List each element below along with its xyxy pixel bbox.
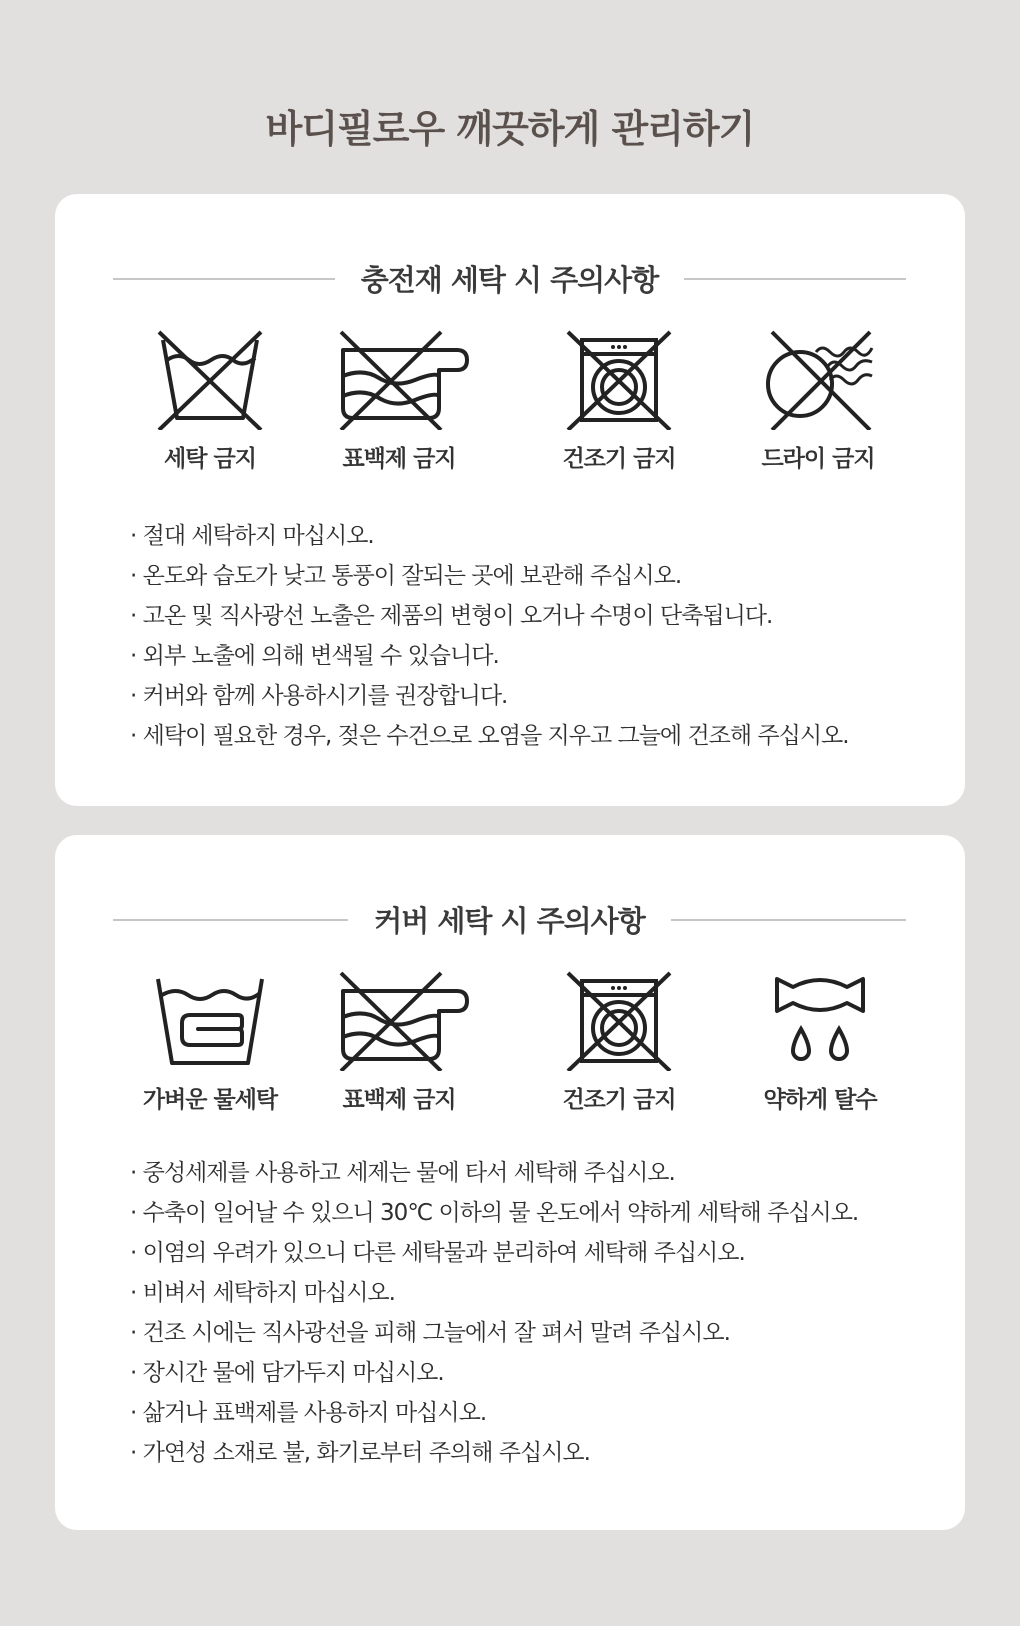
list-item: · 건조 시에는 직사광선을 피해 그늘에서 잘 펴서 말려 주십시오. [130, 1313, 858, 1353]
no-bleach-icon [329, 330, 469, 430]
no-bleach-icon [329, 971, 469, 1071]
filling-section-title: 충전재 세탁 시 주의사항 [360, 263, 659, 297]
filling-care-icons [55, 330, 965, 480]
cover-care-card [55, 835, 965, 1530]
care-symbol-label: 드라이 금지 [761, 446, 875, 472]
filling-care-card [55, 194, 965, 806]
list-item: · 외부 노출에 의해 변색될 수 있습니다. [130, 636, 849, 676]
divider-line [113, 278, 335, 280]
care-symbol [529, 971, 709, 1121]
list-item: · 가연성 소재로 불, 화기로부터 주의해 주십시오. [130, 1433, 858, 1473]
care-symbol-label: 가벼운 물세탁 [142, 1087, 278, 1113]
list-item: · 삶거나 표백제를 사용하지 마십시오. [130, 1393, 858, 1433]
care-symbol-label: 건조기 금지 [562, 446, 676, 472]
cover-care-notes [130, 1153, 858, 1473]
no-hand-wash-icon [155, 330, 265, 430]
filling-section-header [113, 258, 906, 299]
cover-section-header [113, 899, 906, 940]
list-item: · 세탁이 필요한 경우, 젖은 수건으로 오염을 지우고 그늘에 건조해 주십시오. [130, 716, 849, 756]
filling-care-notes [130, 516, 849, 756]
list-item: · 절대 세탁하지 마십시오. [130, 516, 849, 556]
list-item: · 중성세제를 사용하고 세제는 물에 타서 세탁해 주십시오. [130, 1153, 858, 1193]
care-symbol-label: 약하게 탈수 [763, 1087, 877, 1113]
gentle-wash-icon [150, 971, 270, 1071]
no-tumble-dry-icon [564, 330, 674, 430]
care-symbol [730, 971, 910, 1121]
care-symbol [309, 971, 489, 1121]
care-symbol-label: 표백제 금지 [342, 446, 456, 472]
list-item: · 온도와 습도가 낮고 통풍이 잘되는 곳에 보관해 주십시오. [130, 556, 849, 596]
list-item: · 이염의 우려가 있으니 다른 세탁물과 분리하여 세탁해 주십시오. [130, 1233, 858, 1273]
cover-section-title: 커버 세탁 시 주의사항 [374, 904, 645, 938]
page-title: 바디필로우 깨끗하게 관리하기 [265, 107, 755, 151]
no-tumble-dry-icon [564, 971, 674, 1071]
divider-line [671, 919, 906, 921]
care-symbol [120, 971, 300, 1121]
care-symbol [728, 330, 908, 480]
no-dry-clean-icon [758, 330, 878, 430]
care-symbol-label: 세탁 금지 [164, 446, 256, 472]
divider-line [113, 919, 348, 921]
list-item: · 수축이 일어날 수 있으니 30℃ 이하의 물 온도에서 약하게 세탁해 주십시오. [130, 1193, 858, 1233]
list-item: · 고온 및 직사광선 노출은 제품의 변형이 오거나 수명이 단축됩니다. [130, 596, 849, 636]
list-item: · 장시간 물에 담가두지 마십시오. [130, 1353, 858, 1393]
care-symbol-label: 표백제 금지 [342, 1087, 456, 1113]
care-symbol [529, 330, 709, 480]
list-item: · 비벼서 세탁하지 마십시오. [130, 1273, 858, 1313]
care-symbol [309, 330, 489, 480]
care-symbol-label: 건조기 금지 [562, 1087, 676, 1113]
gentle-spin-icon [765, 971, 875, 1071]
care-symbol [120, 330, 300, 480]
cover-care-icons [55, 971, 965, 1121]
list-item: · 커버와 함께 사용하시기를 권장합니다. [130, 676, 849, 716]
divider-line [684, 278, 906, 280]
